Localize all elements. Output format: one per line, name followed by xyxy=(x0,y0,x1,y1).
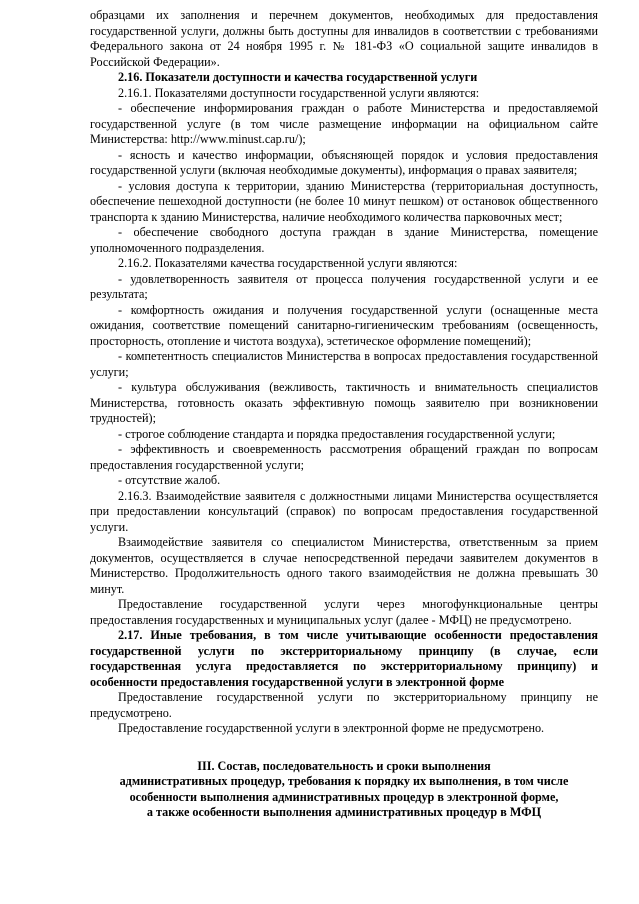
list-item: - обеспечение информирования граждан о работе Министерства и предоставляемой государственной услуге (в том числе размещение информации на официальном сайте Министерства: http://www.minust.cap.ru/); xyxy=(90,101,598,146)
list-item: - удовлетворенность заявителя от процесса получения государственной услуги и ее результата; xyxy=(90,271,598,301)
paragraph: 2.16.2. Показателями качества государственной услуги являются: xyxy=(118,256,458,270)
chapter-heading-line: особенности выполнения административных процедур в электронной форме, xyxy=(129,789,559,804)
list-item: - обеспечение свободного доступа граждан в здание Министерства, помещение уполномоченного подразделения. xyxy=(90,225,598,255)
paragraph: Предоставление государственной услуги через многофункциональные центры предоставления государственных и муниципальных услуг (далее - МФЦ) не предусмотрено. xyxy=(90,597,598,627)
chapter-heading-3 xyxy=(90,759,598,821)
list-item: - эффективность и своевременность рассмотрения обращений граждан по вопросам предоставления государственной услуги; xyxy=(90,442,598,472)
paragraph: 2.16.3. Взаимодействие заявителя с должностными лицами Министерства осуществляется при предоставлении консультаций (справок) по вопросам предоставления государственной услуги. xyxy=(90,488,598,534)
spacer xyxy=(90,737,598,759)
list-item: - условия доступа к территории, зданию Министерства (территориальная доступность, обеспечение пешеходной доступности (не более 10 минут пешком) от остановок общественного транспорта к зданию Министерства, наличие необходимого количества парковочных мест; xyxy=(90,178,598,224)
list-item: - компетентность специалистов Министерства в вопросах предоставления государственной услуги; xyxy=(90,349,598,379)
list-item: - культура обслуживания (вежливость, тактичность и внимательность специалистов Министерства, готовность оказать эффективную помощь заявителю при возникновении трудностей); xyxy=(90,380,598,425)
list-item: - строгое соблюдение стандарта и порядка предоставления государственной услуги; xyxy=(118,426,556,441)
chapter-heading-line: III. Состав, последовательность и сроки выполнения xyxy=(197,758,491,773)
section-heading-2-17: 2.17. Иные требования, в том числе учитывающие особенности предоставления государственной услуги по экстерриториальному принципу (в случае, если государственная услуга предоставляется по экстерриториальному принципу) и особенности предоставления государственной услуги в электронной форме xyxy=(90,628,598,689)
list-item: - ясность и качество информации, объясняющей порядок и условия предоставления государственной услуги (включая необходимые документы), информация о правах заявителя; xyxy=(90,147,598,177)
list-item: - комфортность ожидания и получения государственной услуги (оснащенные места ожидания, соответствие помещений санитарно-гигиеническим требованиям (освещенность, просторность, отопление и чистота воздуха), эстетическое оформление помещений); xyxy=(90,302,598,348)
paragraph: Предоставление государственной услуги в электронной форме не предусмотрено. xyxy=(118,721,545,735)
paragraph: Взаимодействие заявителя со специалистом Министерства, ответственным за прием документов, осуществляется в случае непосредственной передачи заявителем документов в Министерство. Продолжительность одного такого взаимодействия не должна превышать 30 минут. xyxy=(90,535,598,596)
paragraph: образцами их заполнения и перечнем документов, необходимых для предоставления государственной услуги, должны быть доступны для инвалидов в соответствии с требованиями Федерального закона от 24 ноября 1995 г. № 181-ФЗ «О социальной защите инвалидов в Российской Федерации». xyxy=(90,8,598,69)
paragraph: 2.16.1. Показателями доступности государственной услуги являются: xyxy=(118,85,480,100)
chapter-heading-line: административных процедур, требования к порядку их выполнения, в том числе xyxy=(119,774,569,788)
list-item: - отсутствие жалоб. xyxy=(118,473,221,487)
section-heading-2-16: 2.16. Показатели доступности и качества государственной услуги xyxy=(118,70,478,84)
chapter-heading-line: а также особенности выполнения административных процедур в МФЦ xyxy=(146,805,542,819)
paragraph: Предоставление государственной услуги по экстерриториальному принципу не предусмотрено. xyxy=(90,690,598,720)
document-page xyxy=(90,8,598,821)
